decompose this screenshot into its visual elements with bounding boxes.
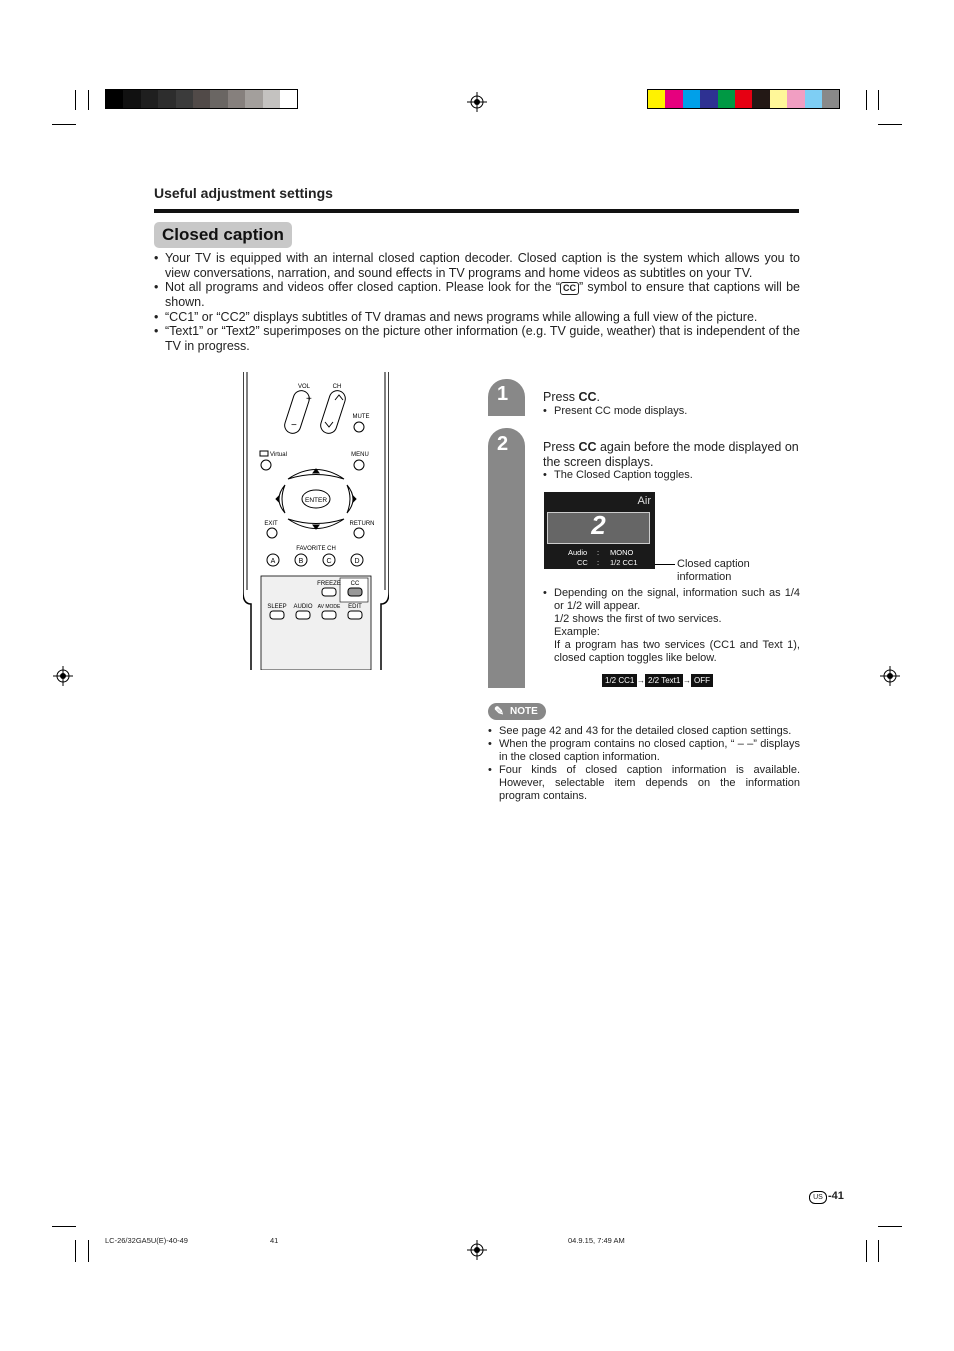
exit-label: EXIT [264, 521, 278, 527]
grayscale-bars [105, 89, 298, 109]
arrow-icon: → [683, 676, 691, 685]
intro-item: • Not all programs and videos offer closed caption. Please look for the “ CC ” symbol to ensure that captions will be shown. [154, 280, 800, 310]
registration-mark-icon [53, 666, 73, 686]
crop-mark [878, 1240, 879, 1262]
virtual-button-icon [261, 460, 271, 470]
color-swatch [787, 90, 804, 108]
volume-rocker-icon [283, 389, 312, 436]
crop-mark [75, 1240, 76, 1262]
favorite-a-label: A [270, 558, 276, 565]
heading-rule [154, 209, 799, 213]
enter-label: ENTER [304, 497, 328, 504]
crop-mark [878, 90, 879, 110]
tv-screen-display [544, 492, 655, 569]
color-swatch [193, 90, 210, 108]
menu-label: MENU [351, 452, 369, 458]
color-swatch [665, 90, 682, 108]
section-heading: Useful adjustment settings [154, 185, 333, 201]
toggle-text1: 2/2 Text1 [645, 674, 683, 687]
crop-mark [878, 124, 902, 125]
color-swatch [263, 90, 280, 108]
exit-button-icon [267, 528, 277, 538]
color-swatch [141, 90, 158, 108]
color-bars [647, 89, 840, 109]
color-swatch [683, 90, 700, 108]
crop-mark [52, 124, 76, 125]
color-swatch [648, 90, 665, 108]
air-label: Air [637, 495, 651, 507]
avmode-label: AV MODE [317, 604, 341, 610]
return-label: RETURN [349, 521, 375, 527]
color-swatch [176, 90, 193, 108]
svg-text:−: − [291, 420, 297, 431]
virtual-label: Virtual [270, 452, 287, 458]
page-number: -41 [828, 1190, 844, 1202]
step-1-text: Press CC. • Present CC mode displays. [543, 390, 799, 418]
caption-info: Audio : MONO CC : 1/2 CC1 [568, 548, 638, 567]
mute-label: MUTE [352, 414, 370, 420]
crop-mark [88, 90, 89, 110]
step-1-number: 1 [497, 383, 509, 405]
favorite-b-label: B [298, 558, 304, 565]
crop-mark [878, 1226, 902, 1227]
step-2-bar [488, 428, 525, 688]
color-swatch [770, 90, 787, 108]
intro-item: • “CC1” or “CC2” displays subtitles of TV dramas and news programs while allowing a full view of the picture. [154, 310, 800, 325]
registration-mark-icon [467, 1240, 487, 1260]
footer-file: LC-26/32GA5U(E)-40-49 [105, 1236, 188, 1245]
channel-number: 2 [591, 510, 606, 540]
arrow-icon: → [637, 676, 645, 685]
color-swatch [735, 90, 752, 108]
crop-mark [75, 90, 76, 110]
ch-label: CH [332, 384, 342, 390]
step-2-detail: • Depending on the signal, information such as 1/4 or 1/2 will appear. 1/2 shows the first of two services. Example: If a program has two services (CC1 and Text 1), closed caption toggles like below. [543, 587, 800, 665]
virtual-logo-icon [260, 451, 268, 456]
edit-button-icon [348, 611, 362, 619]
note-list [488, 725, 800, 803]
intro-list [154, 251, 800, 353]
note-item: • See page 42 and 43 for the detailed closed caption settings. [488, 725, 800, 738]
color-swatch [280, 90, 297, 108]
audio-button-icon [296, 611, 310, 619]
step-2-number: 2 [497, 433, 509, 455]
callout-line [655, 564, 675, 565]
color-swatch [700, 90, 717, 108]
favorite-d-label: D [354, 558, 360, 565]
color-swatch [123, 90, 140, 108]
cc-key: CC [578, 440, 597, 454]
toggle-cc1: 1/2 CC1 [602, 674, 637, 687]
intro-item: • “Text1” or “Text2” superimposes on the picture other information (e.g. TV guide, weather) that is independent of the TV in progress. [154, 324, 800, 353]
sleep-label: SLEEP [267, 604, 287, 610]
step-2-text: Press CC again before the mode displayed on the screen displays. • The Closed Caption toggles. [543, 440, 799, 482]
mute-button-icon [354, 422, 364, 432]
vol-label: VOL [297, 384, 311, 390]
cc-button-icon [348, 588, 362, 596]
note-item: • When the program contains no closed caption, “ – –” displays in the closed caption information. [488, 738, 800, 764]
footer-page: 41 [270, 1236, 279, 1245]
channel-box [547, 512, 650, 544]
remote-control-illustration [243, 372, 389, 670]
freeze-label: FREEZE [317, 581, 341, 587]
registration-mark-icon [880, 666, 900, 686]
menu-button-icon [354, 460, 364, 470]
crop-mark [866, 90, 867, 110]
intro-item: • Your TV is equipped with an internal closed caption decoder. Closed caption is the system which allows you to view conversations, narration, and sound effects in TV programs and home videos as subtitles on your TV. [154, 251, 800, 280]
toggle-off: OFF [691, 674, 713, 687]
step-1-bullet: • Present CC mode displays. [543, 405, 799, 418]
step-2-bullet: • The Closed Caption toggles. [543, 469, 799, 482]
favorite-c-label: C [326, 558, 332, 565]
cc-label: CC [350, 581, 360, 587]
footer-date: 04.9.15, 7:49 AM [568, 1236, 625, 1245]
pencil-icon: ✎ [494, 704, 505, 718]
cc-symbol-icon: CC [560, 282, 579, 295]
color-swatch [245, 90, 262, 108]
color-swatch [106, 90, 123, 108]
region-badge: US [809, 1191, 827, 1204]
freeze-button-icon [322, 588, 336, 596]
favorite-label: FAVORITE CH [296, 546, 336, 552]
audio-label: AUDIO [293, 604, 313, 610]
color-swatch [805, 90, 822, 108]
registration-mark-icon [467, 92, 487, 112]
crop-mark [866, 1240, 867, 1262]
color-swatch [210, 90, 227, 108]
crop-mark [52, 1226, 76, 1227]
crop-mark [88, 1240, 89, 1262]
channel-rocker-icon [319, 389, 348, 436]
cc-key: CC [578, 390, 597, 404]
note-item: • Four kinds of closed caption information is available. However, selectable item depends on the information program contains. [488, 764, 800, 803]
return-button-icon [354, 528, 364, 538]
callout-text: Closed caption information [677, 558, 750, 583]
color-swatch [228, 90, 245, 108]
note-badge: ✎ NOTE [488, 703, 546, 720]
color-swatch [718, 90, 735, 108]
edit-label: EDIT [348, 604, 362, 610]
color-swatch [822, 90, 839, 108]
color-swatch [158, 90, 175, 108]
avmode-button-icon [322, 611, 336, 619]
color-swatch [752, 90, 769, 108]
page-title: Closed caption [154, 222, 292, 248]
sleep-button-icon [270, 611, 284, 619]
svg-text:+: + [306, 394, 312, 405]
